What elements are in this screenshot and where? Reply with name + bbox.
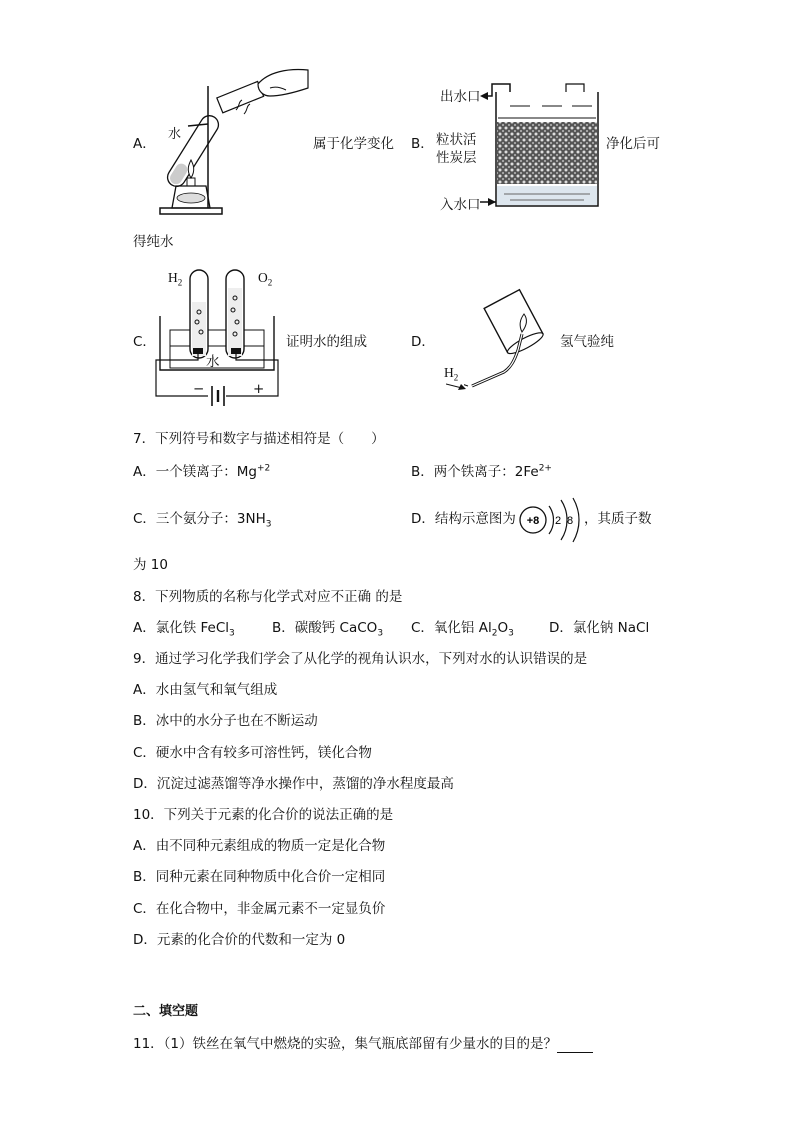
q7-option-a: A．一个镁离子：$Mg^{+2}$ xyxy=(133,463,271,480)
q6-option-c-letter: C． xyxy=(133,334,156,350)
q6-option-d-letter: D． xyxy=(411,334,435,350)
q7-option-c: C．三个氨分子：$3NH_3$ xyxy=(133,511,272,530)
q6-figure-c-water-label: 水 xyxy=(206,354,220,370)
q6-figure-b-carbon-label-line2: 性炭层 xyxy=(436,150,477,166)
q6-figure-c-o2-label: $O_2$ xyxy=(258,270,273,288)
q10-option-c: C．在化合物中，非金属元素不一定显负价 xyxy=(133,901,386,917)
q6-option-b-description-continued: 得纯水 xyxy=(133,234,174,250)
q6-option-c-description: 证明水的组成 xyxy=(286,334,367,350)
q7-option-d-continued: 为 10 xyxy=(133,557,168,573)
q6-figure-b-activated-carbon-filter xyxy=(480,78,602,212)
q10-option-b: B．同种元素在同种物质中化合价一定相同 xyxy=(133,869,386,885)
q7-atom-shell1: 2 xyxy=(555,515,562,527)
q7-option-b: B．两个铁离子：$2Fe^{2+}$ xyxy=(411,463,552,480)
q6-figure-d-h2-label: $H_2$ xyxy=(444,365,459,383)
q8-option-c: C．氧化铝 $Al_2O_3$ xyxy=(411,620,514,639)
q6-figure-c-negative-label: − xyxy=(193,381,205,397)
q10-option-d: D．元素的化合价的代数和一定为 0 xyxy=(133,932,346,948)
q6-option-a-letter: A． xyxy=(133,136,156,152)
q11-stem: 11．（1）铁丝在氧气中燃烧的实验，集气瓶底部留有少量水的目的是？ xyxy=(133,1035,593,1053)
q7-stem: 7．下列符号和数字与描述相符是（ ） xyxy=(133,431,385,447)
q8-option-a: A．氯化铁 FeCl$_3$ xyxy=(133,620,235,639)
q6-option-b-letter: B． xyxy=(411,136,434,152)
q6-figure-c-positive-label: + xyxy=(253,381,265,397)
q9-option-b: B．冰中的水分子也在不断运动 xyxy=(133,713,318,729)
q7-atom-shell2: 8 xyxy=(567,515,574,527)
q6-option-b-description: 净化后可 xyxy=(606,136,660,152)
q6-figure-b-inlet-label: 入水口 xyxy=(440,197,481,213)
q7-option-d-text: D．结构示意图为 xyxy=(411,511,516,527)
q6-figure-d-inlet-arrow xyxy=(446,380,470,392)
section-heading-fill-in-blanks: 二、填空题 xyxy=(133,1004,199,1019)
q7-atomic-structure-diagram xyxy=(515,496,583,544)
q9-option-c: C．硬水中含有较多可溶性钙，镁化合物 xyxy=(133,745,372,761)
q9-stem: 9．通过学习化学我们学会了从化学的视角认识水，下列对水的认识错误的是 xyxy=(133,651,588,667)
q6-figure-d-hydrogen-purity-test xyxy=(464,288,558,392)
q9-option-a: A．水由氢气和氧气组成 xyxy=(133,682,278,698)
q10-option-a: A．由不同种元素组成的物质一定是化合物 xyxy=(133,838,386,854)
q11-answer-blank[interactable] xyxy=(557,1038,593,1053)
q7-atom-nucleus: +8 xyxy=(526,515,540,527)
q6-figure-b-outlet-label: 出水口 xyxy=(440,89,481,105)
q6-figure-c-h2-label: $H_2$ xyxy=(168,270,183,288)
q8-option-d: D．氯化钠 NaCl xyxy=(549,620,650,636)
q10-stem: 10．下列关于元素的化合价的说法正确的是 xyxy=(133,807,394,823)
q8-option-b: B．碳酸钙 CaCO$_3$ xyxy=(272,620,384,639)
q9-option-d: D．沉淀过滤蒸馏等净水操作中，蒸馏的净水程度最高 xyxy=(133,776,454,792)
q6-option-d-description: 氢气验纯 xyxy=(560,334,614,350)
q8-stem: 8．下列物质的名称与化学式对应不正确 的是 xyxy=(133,589,403,605)
q6-figure-b-carbon-label-line1: 粒状活 xyxy=(436,132,477,148)
q7-option-d-after: ，其质子数 xyxy=(584,511,652,527)
q6-figure-a-water-label: 水 xyxy=(168,127,182,142)
q6-option-a-description: 属于化学变化 xyxy=(313,136,394,152)
